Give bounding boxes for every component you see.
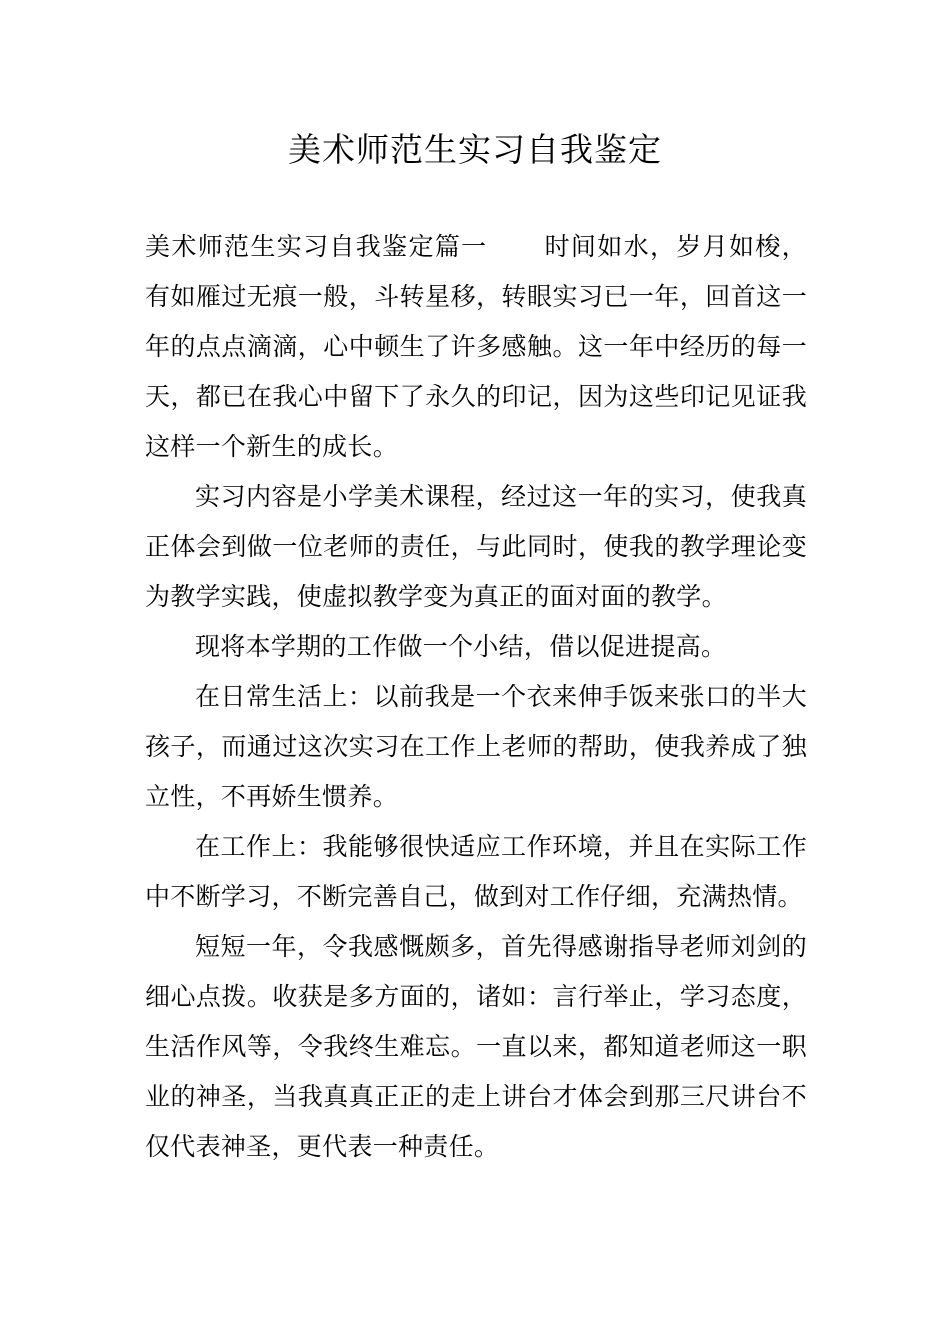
paragraph-6: 短短一年，令我感慨颇多，首先得感谢指导老师刘剑的细心点拨。收获是多方面的，诸如：言行举止，学习态度，生活作风等，令我终生难忘。一直以来，都知道老师这一职业的神圣，当我真真正正的走上讲台才体会到那三尺讲台不仅代表神圣，更代表一种责任。 [145, 932, 807, 1161]
paragraph-1 [145, 222, 807, 472]
document-body [145, 222, 807, 1172]
paragraph-3: 现将本学期的工作做一个小结，借以促进提高。 [195, 632, 727, 661]
document-title: 美术师范生实习自我鉴定 [288, 130, 662, 169]
paragraph-5: 在工作上：我能够很快适应工作环境，并且在实际工作中不断学习，不断完善自己，做到对工作仔细，充满热情。 [145, 832, 807, 911]
paragraph-4: 在日常生活上：以前我是一个衣来伸手饭来张口的半大孩子，而通过这次实习在工作上老师的帮助，使我养成了独立性，不再娇生惯养。 [145, 682, 807, 811]
paragraph-2: 实习内容是小学美术课程，经过这一年的实习，使我真正体会到做一位老师的责任，与此同时，使我的教学理论变为教学实践，使虚拟教学变为真正的面对面的教学。 [145, 482, 807, 611]
paragraph-1-lead: 美术师范生实习自我鉴定篇一 [145, 232, 488, 261]
paragraph-1-text: 时间如水，岁月如梭，有如雁过无痕一般，斗转星移，转眼实习已一年，回首这一年的点点滴滴，心中顿生了许多感触。这一年中经历的每一天，都已在我心中留下了永久的印记，因为这些印记见证我这样一个新生的成长。 [145, 232, 807, 461]
